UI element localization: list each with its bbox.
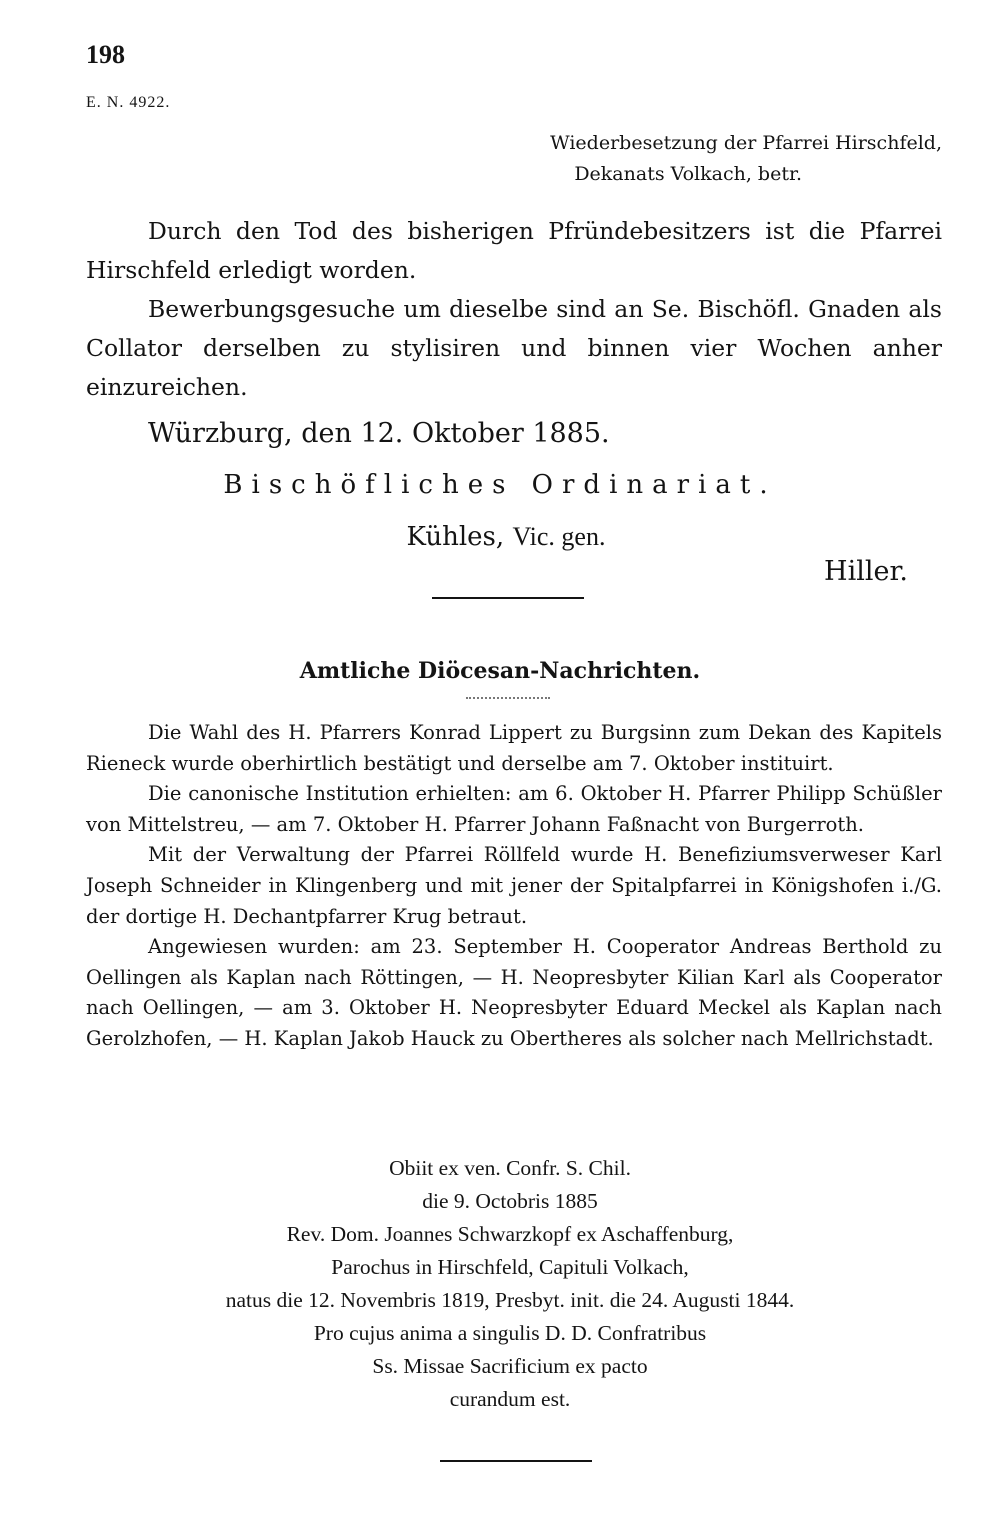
closing-divider — [440, 1460, 592, 1462]
news-paragraph: Die Wahl des H. Pfarrers Konrad Lippert zu Burgsinn zum Dekan des Kapitels Rieneck wurde oberhirtlich bestätigt und derselbe am 7. Oktober instituirt. — [86, 721, 942, 775]
reference-number: E. N. 4922. — [86, 94, 171, 111]
news-paragraph: Angewiesen wurden: am 23. September H. Cooperator Andreas Berthold zu Oellingen als Kaplan nach Röttingen, — H. Neopresbyter Kilian Karl als Cooperator nach Oellingen, — am 3. Oktober H. Neopresbyter Eduard Meckel als Kaplan nach Gerolzhofen, — H. Kaplan Jakob Hauck zu Obertheres als solcher nach Mellrichstadt. — [86, 935, 942, 1050]
signer-name: Kühles, — [406, 522, 505, 552]
section-divider — [432, 597, 584, 599]
subject-line-2: Dekanats Volkach, betr. — [574, 163, 802, 185]
diocesan-news — [86, 718, 942, 1055]
news-paragraph: Die canonische Institution erhielten: am 6. Oktober H. Pfarrer Philipp Schüßler von Mittelstreu, — am 7. Oktober H. Pfarrer Johann Faßnacht von Burgerroth. — [86, 782, 942, 836]
news-paragraph: Mit der Verwaltung der Pfarrei Röllfeld wurde H. Benefiziumsverweser Karl Joseph Schneider in Klingenberg und mit jener der Spitalpfarrei in Königshofen i./G. der dortige H. Dechantpfarrer Krug betraut. — [86, 843, 942, 928]
page-number: 198 — [86, 40, 125, 69]
announcement-paragraph: Durch den Tod des bisherigen Pfründebesitzers ist die Pfarrei Hirschfeld erledigt worden. — [86, 217, 942, 284]
section-title: Amtliche Diöcesan-Nachrichten. — [299, 658, 701, 684]
obituary-line: natus die 12. Novembris 1819, Presbyt. init. die 24. Augusti 1844. — [225, 1288, 795, 1312]
obituary-line: Pro cujus anima a singulis D. D. Confratribus — [313, 1321, 707, 1345]
obituary-line: die 9. Octobris 1885 — [422, 1189, 598, 1213]
announcement-paragraph: Bewerbungsgesuche um dieselbe sind an Se. Bischöfl. Gnaden als Collator derselben zu stylisiren und binnen vier Wochen anher einzureichen. — [86, 295, 942, 401]
date-line: Würzburg, den 12. Oktober 1885. — [148, 418, 610, 449]
obituary-line: Rev. Dom. Joannes Schwarzkopf ex Aschaffenburg, — [286, 1222, 734, 1246]
signature-vicar-general — [0, 522, 1000, 552]
obituary-line: Ss. Missae Sacrificium ex pacto — [372, 1354, 648, 1378]
subject-line-1: Wiederbesetzung der Pfarrei Hirschfeld, — [550, 132, 942, 154]
obituary-line: Obiit ex ven. Confr. S. Chil. — [389, 1156, 631, 1180]
obituary-notice — [0, 1152, 1000, 1416]
issuing-authority: Bischöfliches Ordinariat. — [223, 470, 777, 500]
obituary-line: Parochus in Hirschfeld, Capituli Volkach, — [331, 1255, 689, 1279]
subject-heading — [422, 128, 942, 190]
announcement-body — [86, 212, 942, 407]
title-ornament — [466, 697, 550, 699]
signer-title: Vic. gen. — [512, 522, 606, 551]
signature-secretary: Hiller. — [824, 556, 908, 587]
obituary-line: curandum est. — [449, 1387, 571, 1411]
